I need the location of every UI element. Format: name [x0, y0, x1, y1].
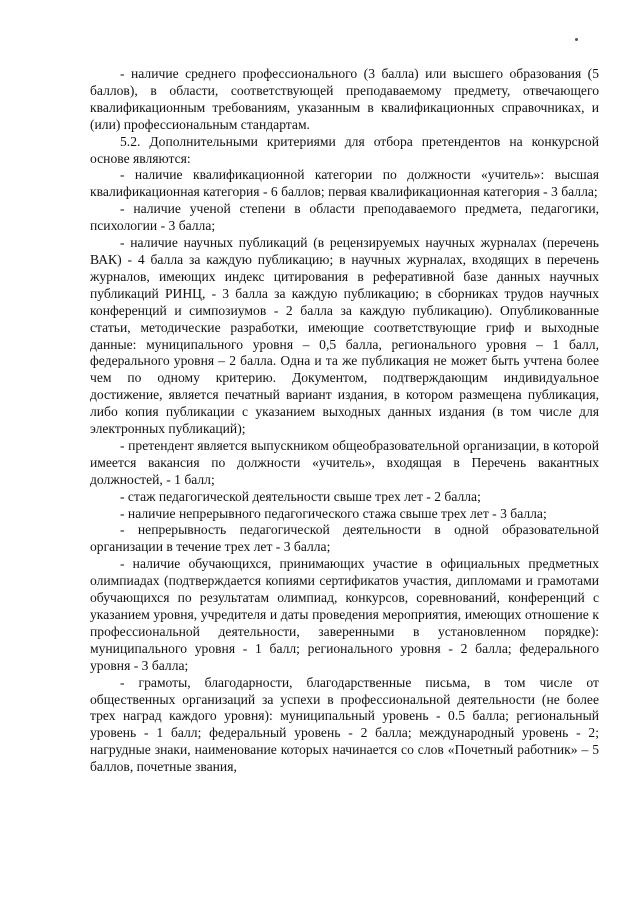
paragraph-academic-degree: - наличие ученой степени в области преподаваемого предмета, педагогики, психологии - 3 балла; — [90, 201, 599, 234]
scan-speck — [575, 38, 578, 41]
paragraph-continuous-experience: - наличие непрерывного педагогического стажа свыше трех лет - 3 балла; — [120, 505, 547, 521]
document-body — [90, 66, 599, 776]
paragraph-qualification-category: - наличие квалификационной категории по должности «учитель»: высшая квалификационная категория - 6 баллов; первая квалификационная категория - 3 балла; — [90, 167, 599, 200]
paragraph-olympiad-students: - наличие обучающихся, принимающих участие в официальных предметных олимпиадах (подтверждается копиями сертификатов участия, дипломами и грамотами обучающихся по результатам олимпиад, конкурсов, соревнований, конференций с указанием уровня, учредителя и даты проведения мероприятия, имеющих отношение к профессиональной деятельности, заверенными в установленном порядке): муниципального уровня - 1 балл; регионального уровня - 2 балла; федерального уровня - 3 балла; — [90, 556, 599, 673]
paragraph-awards: - грамоты, благодарности, благодарственные письма, в том числе от общественных организаций за успехи в профессиональной деятельности (не более трех наград каждого уровня): муниципальный уровень - 0.5 балла; региональный уровень - 1 балл; федеральный уровень - 2 балла; международный уровень - 2; нагрудные знаки, наименование которых начинается со слов «Почетный работник» – 5 баллов, почетные звания, — [90, 674, 599, 775]
paragraph-continuity-one-org: - непрерывность педагогической деятельности в одной образовательной организации в течение трех лет - 3 балла; — [90, 522, 599, 555]
paragraph-graduate: - претендент является выпускником общеобразовательной организации, в которой имеется вакансия по должности «учитель», входящая в Перечень вакантных должностей, - 1 балл; — [90, 437, 599, 487]
paragraph-section-5-2: 5.2. Дополнительными критериями для отбора претендентов на конкурсной основе являются: — [90, 133, 599, 166]
paragraph-publications: - наличие научных публикаций (в рецензируемых научных журналах (перечень ВАК) - 4 балла за каждую публикацию; в научных журналах, входящих в перечень журналов, имеющих индекс цитирования в реферативной базе данных научных публикаций РИНЦ, - 3 балла за каждую публикацию; в сборниках трудов научных конференций и симпозиумов - 2 балла за каждую публикацию). Опубликованные статьи, методические разработки, имеющие соответствующие гриф и выходные данные: муниципального уровня – 0,5 балла, регионального уровня – 1 балл, федерального уровня – 2 балла. Одна и та же публикация не может быть учтена более чем по одному критерию. Документом, подтверждающим индивидуальное достижение, является печатный вариант издания, в котором размещена публикация, либо копия публикации с указанием выходных данных издания (в том числе для электронных публикаций); — [90, 235, 599, 437]
paragraph-experience: - стаж педагогической деятельности свыше трех лет - 2 балла; — [120, 488, 481, 504]
paragraph-education: - наличие среднего профессионального (3 балла) или высшего образования (5 баллов), в области, соответствующей преподаваемому предмету, отвечающего квалификационным требованиям, указанным в квалификационных справочниках, и (или) профессиональным стандартам. — [90, 66, 599, 132]
